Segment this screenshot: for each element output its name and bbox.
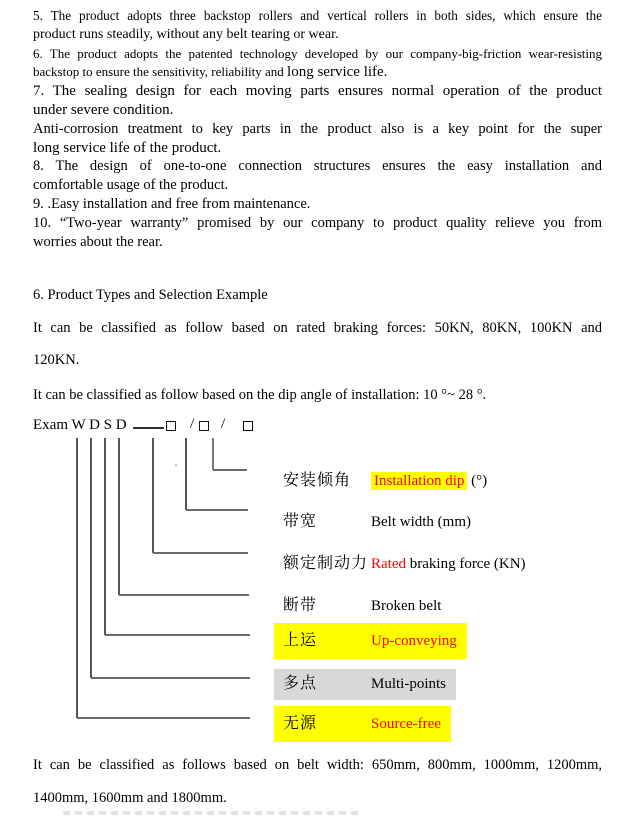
classification-width-line2: 1400mm, 1600mm and 1800mm. (33, 790, 227, 806)
label-en-installation-dip: Installation dip (371, 472, 467, 490)
classification-force-line1: It can be classified as follow based on rated braking forces: 50KN, 80KN, 100KN and (33, 320, 602, 336)
feature-line: 5. The product adopts three backstop rollers and vertical rollers in both sides, which ensure the (33, 8, 602, 23)
feature-list (33, 8, 602, 252)
feature-line: 9. .Easy installation and free from maintenance. (33, 195, 311, 212)
label-degree-suffix: (°) (467, 473, 488, 489)
label-en-up-conveying: Up-conveying (371, 633, 457, 649)
label-en-belt-width: Belt width (mm) (371, 514, 471, 530)
feature-line: 6. The product adopts the patented technology developed by our company-big-friction wear-resisting (33, 45, 602, 61)
feature-line: long service life of the product. (33, 139, 222, 156)
feature-line: 10. “Two-year warranty” promised by our company to product quality relieve you from (33, 214, 602, 231)
label-en-braking-force: braking force (KN) (406, 556, 526, 572)
type-code-prefix: Exam W D S D (33, 417, 127, 433)
classification-dip-line: It can be classified as follow based on the dip angle of installation: 10 °~ 28 °. (33, 387, 487, 403)
diagram-row-broken-belt (283, 596, 441, 616)
code-slash: / (190, 416, 195, 432)
feature-line: product runs steadily, without any belt tearing or wear. (33, 26, 339, 42)
code-slash: / (221, 416, 226, 432)
section-heading: 6. Product Types and Selection Example (33, 287, 268, 303)
label-en-broken-belt: Broken belt (371, 598, 442, 614)
feature-line (33, 64, 602, 83)
diagram-row-multi-points (274, 669, 456, 700)
diagram-row-installation-dip (283, 471, 487, 491)
diagram-row-up-conveying (274, 623, 467, 659)
classification-width-line1: It can be classified as follows based on belt width: 650mm, 800mm, 1000mm, 1200mm, (33, 757, 602, 773)
feature-line: 7. The sealing design for each moving parts ensures normal operation of the product (33, 83, 602, 100)
diagram-row-rated-braking-force (283, 554, 526, 574)
diagram-row-belt-width (283, 512, 471, 532)
label-en-multi-points: Multi-points (371, 676, 447, 692)
code-box-icon (166, 421, 176, 431)
label-cn-multi-points: 多点 (283, 675, 318, 692)
label-cn-belt-width: 带宽 (283, 513, 318, 530)
code-box-icon (243, 421, 253, 431)
label-cn-rated-braking-force: 额定制动力 (283, 555, 369, 572)
label-cn-installation-dip: 安装倾角 (283, 472, 352, 489)
feature-line: Anti-corrosion treatment to key parts in the product also is a key point for the super (33, 120, 602, 137)
label-cn-up-conveying: 上运 (283, 632, 318, 649)
label-cn-source-free: 无源 (283, 715, 318, 732)
feature-line: under severe condition. (33, 101, 174, 118)
feature-line-part: backstop to ensure the sensitivity, reliability and (33, 64, 288, 80)
label-en-source-free: Source-free (371, 716, 441, 732)
label-en-rated: Rated (371, 556, 406, 572)
label-cn-broken-belt: 断带 (283, 597, 318, 614)
feature-line-part: long service life. (287, 64, 388, 81)
feature-line: comfortable usage of the product. (33, 177, 229, 194)
classification-force-line2: 120KN. (33, 352, 80, 368)
feature-line: worries about the rear. (33, 233, 163, 250)
code-box-icon (199, 421, 209, 431)
diagram-row-source-free (274, 706, 451, 742)
feature-line: 8. The design of one-to-one connection structures ensures the easy installation and (33, 158, 602, 175)
cutoff-text-remnant (63, 811, 363, 815)
